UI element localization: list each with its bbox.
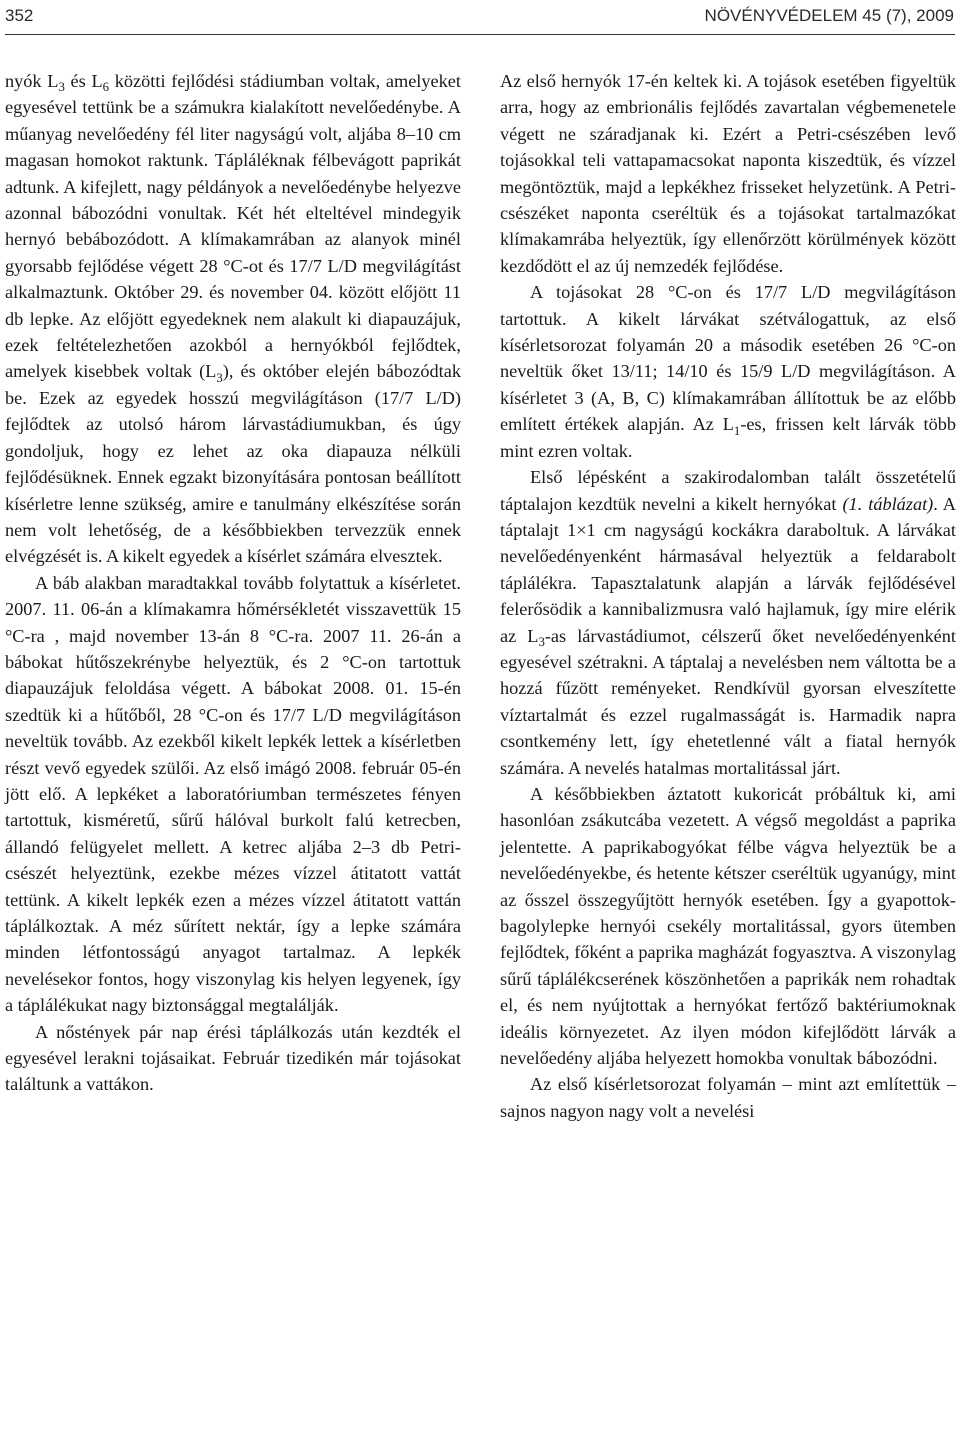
- left-column: [5, 68, 461, 1098]
- table-reference: (1. táblázat): [842, 493, 934, 514]
- right-column: [500, 68, 956, 1124]
- header-rule: [5, 34, 955, 35]
- left-paragraph-2: A báb alakban maradtakkal tovább folytattuk a kísérletet. 2007. 11. 06-án a klímakamra hőmérsékletét visszavettük 15 °C-ra , majd november 13-án 8 °C-ra. 2007 11. 26-án a bábokat hűtőszekrénybe helyeztük, és 2 °C-on tartottuk diapauzájuk feloldása végett. A bábokat 2008. 01. 15-én szedtük ki a hűtőből, 28 °C-on és 17/7 L/D megvilágításon neveltük tovább. Az ezekből kikelt lepkék lettek a kísérletben részt vevő egyedek szülői. Az első imágó 2008. február 05-én jött elő. A lepkéket a laboratóriumban természetes fényen tartottuk, kisméretű, sűrű hálóval burkolt falú ketrecben, állandó felügyelet mellett. A ketrec aljába 2–3 db Petri-csészét helyeztünk, ezekbe mézes vízzel átitatott vattát tettünk. A kikelt lepkék ezen a mézes vízzel átitatott vattán táplálkoztak. A méz sűrített nektár, így a lepke számára minden létfontosságú anyagot tartalmaz. A lepkék nevelésekor fontos, hogy viszonylag kis helyen legyenek, így a táplálékukat nagy biztonsággal megtalálják.: [5, 572, 461, 1016]
- page-number: 352: [5, 6, 34, 25]
- right-paragraph-2: A tojásokat 28 °C-on és 17/7 L/D megvilágításon tartottuk. A kikelt lárvákat szétválogattuk, az első kísérletsorozat folyamán 20 a második esetében 26 °C-on neveltük őket 13/11; 14/10 és 15/9 L/D megvilágításon. A kísérletet 3 (A, B, C) klímakamrában állítottuk be az előbb említett értékek alapján. Az $L_1-es$, frissen kelt lárvák több mint ezren voltak.: [500, 282, 956, 461]
- right-paragraph-5: Az első kísérletsorozat folyamán – mint azt említettük – sajnos nagyon nagy volt a nevelési: [500, 1074, 956, 1121]
- running-header: [0, 0, 960, 36]
- left-paragraph-3: A nőstények pár nap érési táplálkozás után kezdték el egyesével lerakni tojásaikat. Február tizedikén már tojásokat találtunk a vattákon.: [5, 1021, 461, 1095]
- right-paragraph-3: Első lépésként a szakirodalomban talált összetételű táptalajon kezdtük nevelni a kikelt hernyókat (1. táblázat). A táptalajt 1×1 cm nagyságú kockákra daraboltuk. A lárvákat nevelőedényenként hármasával helyeztük a feldarabolt táplálékra. Tapasztalatunk alapján a lárvák fejlődésével felerősödik a kannibalizmusra való hajlamuk, így mire elérik az $L_3-as$ lárvastádiumot, célszerű őket nevelőedényenként egyesével szétrakni. A táptalaj a nevelésben nem váltotta be a hozzá fűzött reményeket. Rendkívül gyorsan elveszítette víztartalmát és ezzel rugalmasságát is. Harmadik napra csontkemény lett, így ehetetlenné vált a fiatal hernyók számára. A nevelés hatalmas mortalitással járt.: [500, 467, 956, 778]
- left-paragraph-1: nyók $L_3$ és $L_6$ közötti fejlődési stádiumban voltak, amelyeket egyesével tettünk be a számukra kialakított nevelőedénybe. A műanyag nevelőedény fél liter nagyságú volt, aljába 8–10 cm magasan homokot raktunk. Tápláléknak félbevágott paprikát adtunk. A kifejlett, nagy példányok a nevelőedénybe helyezve azonnal bábozódni vonultak. Két hét elteltével mindegyik hernyó bebábozódott. A klímakamrában az alanyok minél gyorsabb fejlődése végett 28 °C-ot és 17/7 L/D megvilágítást alkalmaztunk. Október 29. és november 04. között előjött 11 db lepke. Az előjött egyedeknek nem alakult ki diapauzájuk, ezek feltételezhetően azokból a hernyókból fejlődtek, amelyek kisebbek voltak $(L_3)$, és október elején bábozódtak be. Ezek az egyedek hosszú megvilágításon (17/7 L/D) fejlődtek az utolsó három lárvastádiumukban, és úgy gondoljuk, hogy ez lehet az oka diapauza nélküli fejlődésüknek. Ennek egzakt bizonyítására pontosan beállított kísérletre lenne szükség, amire e tanulmány elkészítése során nem volt lehetőség, de a későbbiekben tervezzük ennek elvégzését is. A kikelt egyedek a kísérlet számára elvesztek.: [5, 71, 461, 567]
- right-paragraph-1: Az első hernyók 17-én keltek ki. A tojások esetében figyeltük arra, hogy az embrionális fejlődés zavartalan végbemenetele végett ne száradjanak ki. Ezért a Petri-csészében levő tojásokkal teli vattapamacsokat naponta kiszedtük, és vízzel megöntöztük, majd a lepkékhez frisseket helyzetünk. A Petri-csészéket naponta cseréltük és a tojásokat tartalmazókat klímakamrába helyeztük, így ellenőrzött körülmények között kezdődött el az új nemzedék fejlődése.: [500, 71, 956, 276]
- right-paragraph-4: A későbbiekben áztatott kukoricát próbáltuk ki, ami hasonlóan zsákutcába vezetett. A végső megoldást a paprika jelentette. A paprikabogyókat félbe vágva helyeztük be a nevelőedényekbe, és hetente kétszer cseréltük ugyanúgy, mint az ősszel összegyűjtött hernyók esetében. Így a gyapottok-bagolylepke hernyói csekély mortalitással, gyors ütemben fejlődtek, főként a paprika magházát fogyasztva. A viszonylag sűrű táplálékcserének köszönhetően a paprikák nem rohadtak el, és nem nyújtottak a hernyókat fertőző baktériumoknak ideális környezetet. Az ilyen módon kifejlődött lárvák a nevelőedény aljába helyezett homokba vonultak bábozódni.: [500, 783, 956, 1069]
- journal-citation: NÖVÉNYVÉDELEM 45 (7), 2009: [704, 6, 954, 25]
